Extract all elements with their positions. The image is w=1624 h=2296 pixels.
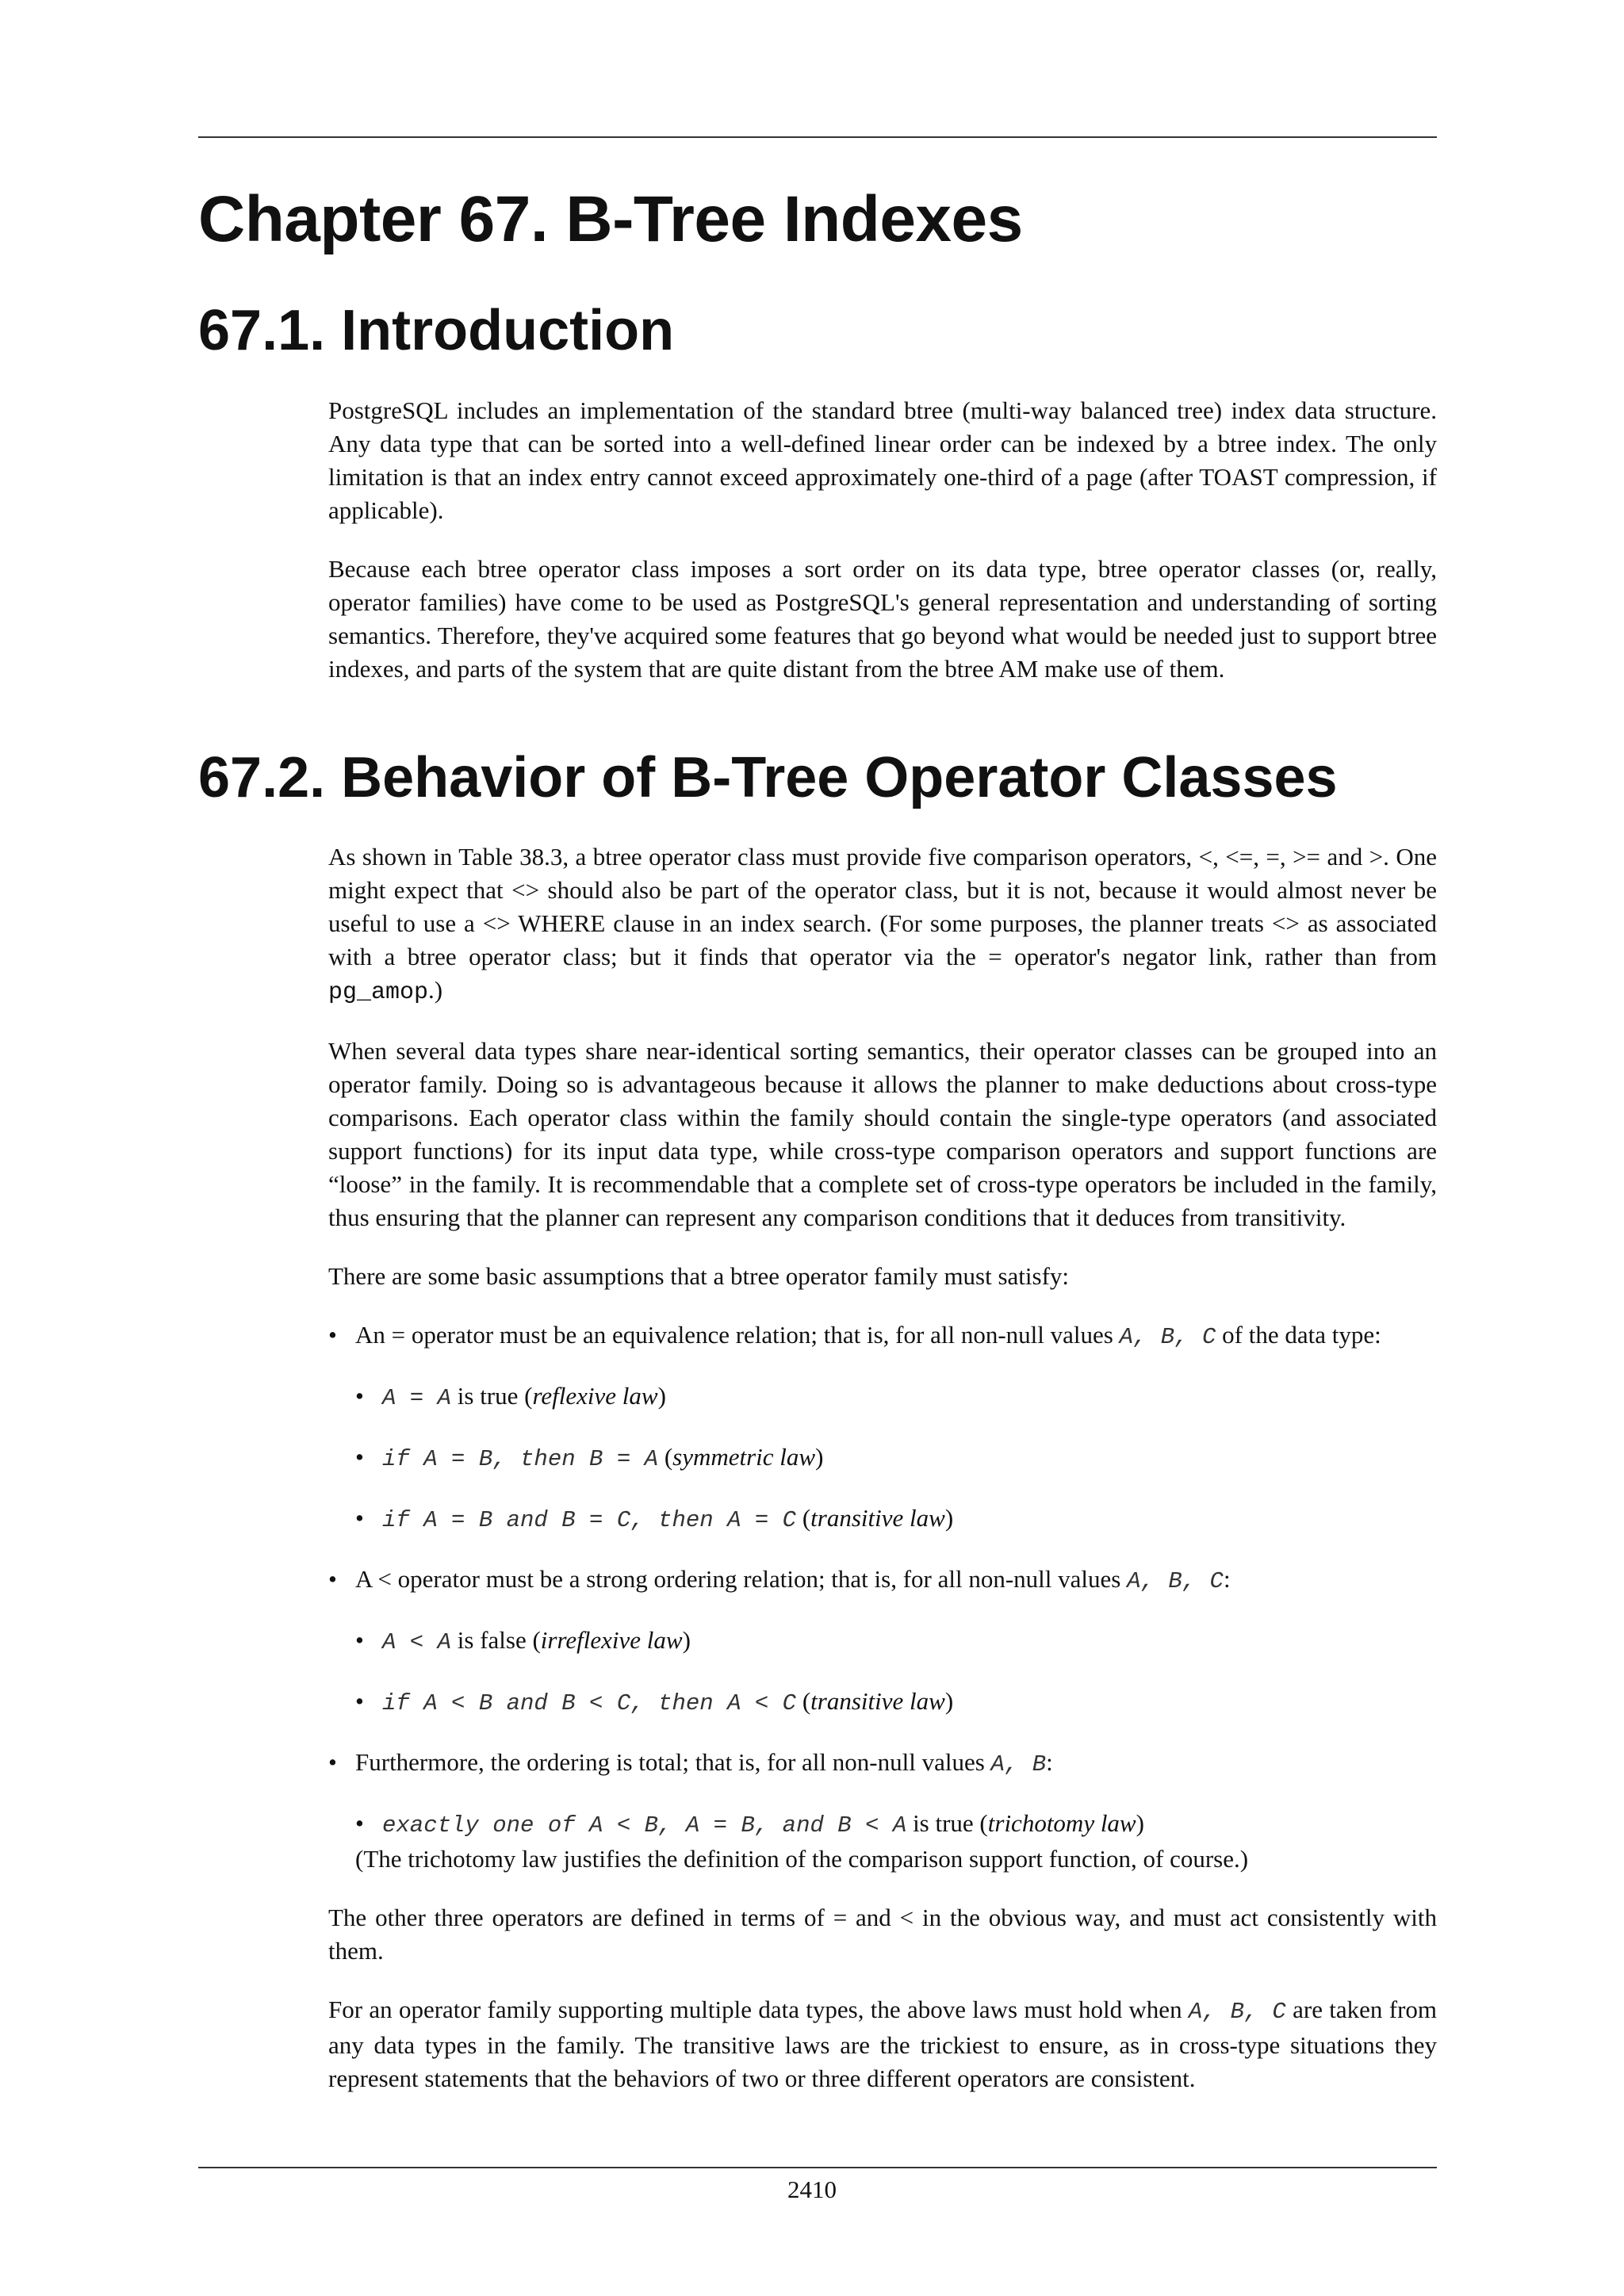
text: ) — [944, 1504, 954, 1532]
variable: A, B, C — [1188, 1999, 1286, 2025]
list-item — [355, 1685, 1437, 1720]
variable: A, B, C — [1127, 1568, 1224, 1594]
page-number: 2410 — [787, 2175, 837, 2203]
list-item — [355, 1502, 1437, 1537]
list-item — [355, 1380, 1437, 1415]
text: ) — [815, 1443, 824, 1471]
assumption-list — [328, 1318, 1437, 1876]
text: is false ( — [451, 1626, 541, 1654]
paragraph: Because each btree operator class imposes a sort order on its data type, btree operator classes (or, really, operator families) have come to be used as PostgreSQL's general representation and understanding of sorting semantics. Therefore, they've acquired some features that go beyond what would be needed just to support btree indexes, and parts of the system that are quite distant from the btree AM make use of them. — [328, 555, 1437, 683]
introduction-body — [328, 394, 1437, 711]
text: ) — [1136, 1809, 1144, 1837]
text: ) — [657, 1382, 666, 1410]
text: An = operator must be an equivalence relation; that is, for all non-null values — [355, 1321, 1120, 1349]
text: As shown in Table 38.3, a btree operator class must provide five comparison operators, <, <=, =, >= and >. One might expect that <> should also be part of the operator class, but it is not, because it would almost never be useful to use a <> WHERE clause in an index search. (For some purposes, the planner treats <> as associated with a btree operator class; but it finds that operator via the = operator's negator link, rather than from — [328, 843, 1437, 970]
text: : — [1223, 1565, 1231, 1593]
text: ) — [944, 1687, 954, 1715]
text: ( — [796, 1687, 811, 1715]
behavior-body — [328, 840, 1437, 2121]
text: ( — [796, 1504, 811, 1532]
text: A < operator must be a strong ordering relation; that is, for all non-null values — [355, 1565, 1128, 1593]
footer-rule — [198, 2167, 1437, 2168]
text: : — [1046, 1748, 1053, 1776]
text: ) — [682, 1626, 691, 1654]
trichotomy-note: (The trichotomy law justifies the definition of the comparison support function, of course.) — [355, 1845, 1249, 1873]
list-item — [355, 1441, 1437, 1476]
paragraph — [328, 1993, 1437, 2095]
text: are taken from any data types in the family. The transitive laws are the trickiest to ensure, as in cross-type situations they represent statements that the behaviors of two or three different operators are consistent. — [328, 1996, 1438, 2092]
list-item — [355, 1807, 1437, 1843]
expression: if A < B and B < C, then A < C — [382, 1690, 797, 1716]
variable: A, B, C — [1119, 1324, 1216, 1350]
law-name: reflexive law — [532, 1382, 658, 1410]
text: .) — [428, 976, 443, 1004]
sub-list — [355, 1807, 1437, 1843]
text: is true ( — [451, 1382, 533, 1410]
paragraph — [328, 840, 1437, 1009]
text: Furthermore, the ordering is total; that is, for all non-null values — [355, 1748, 991, 1776]
law-name: irreflexive law — [540, 1626, 683, 1654]
expression: A = A — [382, 1385, 452, 1411]
expression: if A = B, then B = A — [382, 1446, 659, 1472]
variable: A, B — [990, 1751, 1047, 1777]
law-name: transitive law — [810, 1687, 945, 1715]
paragraph: The other three operators are defined in terms of = and < in the obvious way, and must act consistently with them. — [328, 1904, 1437, 1965]
section-heading-introduction: 67.1. Introduction — [198, 299, 675, 362]
section-heading-behavior: 67.2. Behavior of B-Tree Operator Classes — [198, 746, 1338, 809]
text: ( — [658, 1443, 673, 1471]
sub-list — [355, 1380, 1437, 1537]
law-name: symmetric law — [672, 1443, 816, 1471]
text: of the data type: — [1216, 1321, 1381, 1349]
expression: exactly one of A < B, A = B, and B < A — [382, 1812, 907, 1839]
list-item — [328, 1318, 1437, 1537]
list-item — [328, 1746, 1437, 1876]
text: For an operator family supporting multiple data types, the above laws must hold when — [328, 1996, 1189, 2023]
inline-code: pg_amop — [328, 979, 429, 1006]
header-rule — [198, 136, 1437, 138]
list-item — [355, 1624, 1437, 1659]
chapter-title: Chapter 67. B-Tree Indexes — [198, 183, 1023, 255]
text: is true ( — [906, 1809, 988, 1837]
sub-list — [355, 1624, 1437, 1720]
paragraph: There are some basic assumptions that a btree operator family must satisfy: — [328, 1262, 1070, 1290]
expression: A < A — [382, 1629, 452, 1655]
paragraph: PostgreSQL includes an implementation of the standard btree (multi-way balanced tree) index data structure. Any data type that can be sorted into a well-defined linear order can be indexed by a btree index. The only limitation is that an index entry cannot exceed approximately one-third of a page (after TOAST compression, if applicable). — [328, 396, 1437, 524]
expression: if A = B and B = C, then A = C — [382, 1507, 797, 1533]
law-name: transitive law — [810, 1504, 945, 1532]
paragraph: When several data types share near-identical sorting semantics, their operator classes can be grouped into an operator family. Doing so is advantageous because it allows the planner to make deductions about cross-type comparisons. Each operator class within the family should contain the single-type operators (and associated support functions) for its input data type, while cross-type comparison operators and support functions are “loose” in the family. It is recommendable that a complete set of cross-type operators be included in the family, thus ensuring that the planner can represent any comparison conditions that it deduces from transitivity. — [328, 1037, 1437, 1231]
list-item — [328, 1563, 1437, 1720]
law-name: trichotomy law — [987, 1809, 1136, 1837]
